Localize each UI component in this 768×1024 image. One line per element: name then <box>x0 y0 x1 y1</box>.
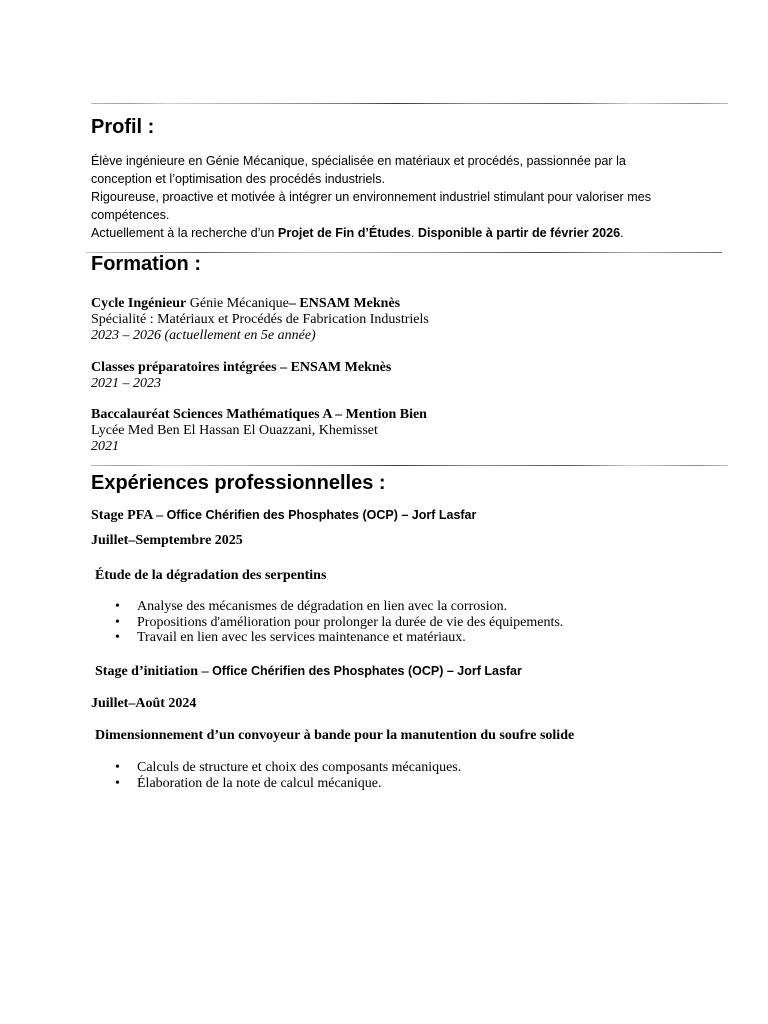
profil-line: Rigoureuse, proactive et motivée à intégrer un environnement industriel stimulant pour valoriser mes <box>91 190 651 204</box>
bullet-icon: • <box>115 614 120 630</box>
formation-item <box>91 407 427 455</box>
bullet-icon: • <box>115 760 120 775</box>
bullet-text: Propositions d'amélioration pour prolonger la durée de vie des équipements. <box>137 614 564 630</box>
experience-bullets <box>91 760 461 791</box>
formation-heading: Formation : <box>91 253 201 275</box>
experience-heading <box>91 507 476 524</box>
section-divider-experiences <box>91 465 728 466</box>
experience-subject: Étude de la dégradation des serpentins <box>95 568 327 583</box>
formation-title-normal: Génie Mécanique <box>186 296 289 311</box>
experience-period: Juillet–Août 2024 <box>91 696 197 711</box>
experience-company: Office Chérifien des Phosphates (OCP) – Jorf Lasfar <box>166 508 477 522</box>
experience-period: Juillet–Semptembre 2025 <box>91 533 243 548</box>
bullet-icon: • <box>115 630 120 645</box>
section-divider-top <box>91 103 728 104</box>
formation-dates: 2021 <box>91 439 119 454</box>
bullet-text: Analyse des mécanismes de dégradation en lien avec la corrosion. <box>137 599 508 614</box>
formation-dates: 2021 – 2023 <box>91 376 161 391</box>
list-item <box>91 760 461 776</box>
formation-item <box>91 296 429 344</box>
profil-availability-mid: . <box>410 226 418 240</box>
formation-title-bold: Cycle Ingénieur <box>91 296 187 311</box>
formation-dates: 2023 – 2026 (actuellement en 5e année) <box>91 328 316 343</box>
profil-text <box>91 152 651 242</box>
profil-line: compétences. <box>91 208 170 222</box>
bullet-text: Calculs de structure et choix des composants mécaniques. <box>137 760 462 775</box>
list-item <box>91 615 563 631</box>
formation-title <box>91 296 429 312</box>
experience-type: Stage PFA – <box>91 508 167 523</box>
formation-detail: Lycée Med Ben El Hassan El Ouazzani, Khemisset <box>91 423 378 438</box>
bullet-icon: • <box>115 599 120 614</box>
bullet-icon: • <box>115 775 120 791</box>
list-item <box>91 599 563 615</box>
availability-date: Disponible à partir de février 2026 <box>417 226 621 240</box>
experience-company: Office Chérifien des Phosphates (OCP) – Jorf Lasfar <box>212 664 522 678</box>
experiences-heading: Expériences professionnelles : <box>91 472 386 494</box>
formation-detail: Spécialité : Matériaux et Procédés de Fabrication Industriels <box>91 312 429 327</box>
list-item <box>91 776 461 792</box>
profil-line: Élève ingénieure en Génie Mécanique, spécialisée en matériaux et procédés, passionnée par la <box>91 154 626 168</box>
bullet-text: Travail en lien avec les services maintenance et matériaux. <box>137 630 466 645</box>
list-item <box>91 630 563 646</box>
formation-title: Classes préparatoires intégrées – ENSAM Meknès <box>91 360 392 375</box>
bullet-text: Élaboration de la note de calcul mécanique. <box>137 775 382 791</box>
profil-heading: Profil : <box>91 116 155 138</box>
profil-availability-prefix: Actuellement à la recherche d’un <box>91 226 278 240</box>
experience-heading <box>95 663 522 680</box>
formation-title-school: – ENSAM Meknès <box>288 296 401 311</box>
profil-line: conception et l’optimisation des procédés industriels. <box>91 172 386 186</box>
experience-subject: Dimensionnement d’un convoyeur à bande pour la manutention du soufre solide <box>95 728 575 743</box>
profil-availability-line <box>91 224 651 242</box>
profil-availability-suffix: . <box>620 226 624 240</box>
formation-item <box>91 360 391 392</box>
formation-title: Baccalauréat Sciences Mathématiques A – Mention Bien <box>91 407 427 422</box>
experience-type: Stage d’initiation – <box>95 664 213 679</box>
pfe-label: Projet de Fin d’Études <box>277 226 411 240</box>
experience-bullets <box>91 599 563 646</box>
